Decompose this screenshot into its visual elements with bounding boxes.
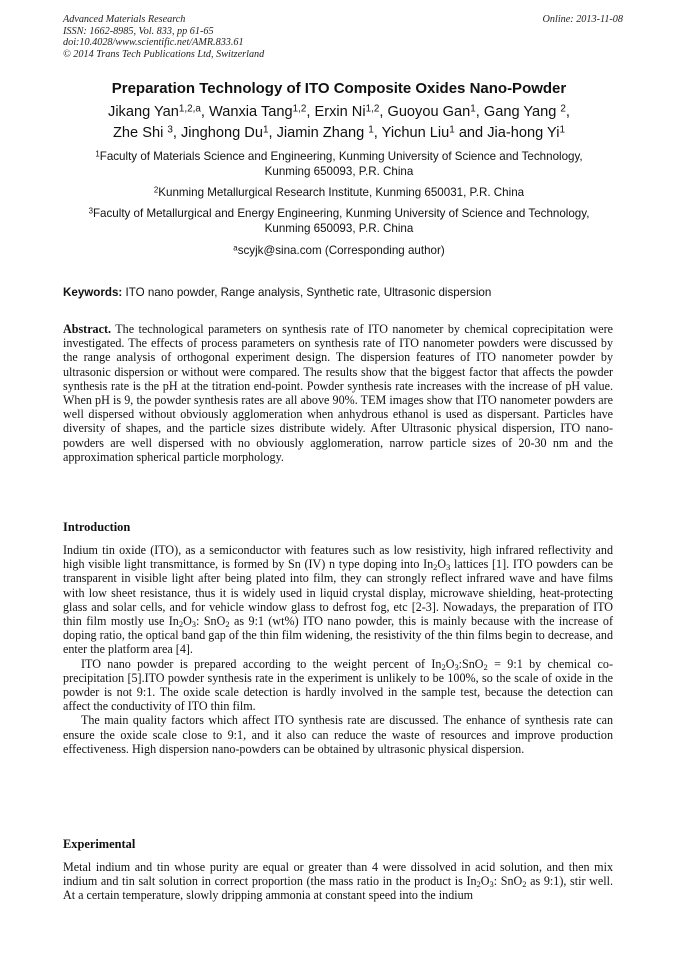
intro-paragraph-2: ITO nano powder is prepared according to the weight percent of $In_2O_3:SnO_2$ = 9:1 by chemical co-precipitation [5].ITO powder synthesis rate in the experiment is unlikely to be 100%, so the scale of oxide in the powder is not 9:1. The oxide scale detection is hardly involved in the sample test, because the detection can affect the conductivity of ITO thin film. — [63, 656, 613, 714]
affiliation-2-text: Kunming Metallurgical Research Institute, Kunming 650031, P.R. China — [158, 186, 525, 199]
author-affiliation-marker: 1 — [449, 124, 455, 136]
author-affiliation-marker: 1,2 — [365, 103, 380, 115]
author-name: Wanxia Tang — [209, 104, 293, 120]
author-separator: , — [172, 125, 181, 141]
author-affiliation-marker: 2 — [560, 103, 566, 115]
author-list — [30, 102, 648, 144]
affiliation-3-line-2: Kunming 650093, P.R. China — [264, 221, 414, 235]
author-affiliation-marker: 1,2,a — [178, 103, 201, 115]
journal-header — [63, 14, 623, 60]
author-separator: , — [200, 104, 210, 120]
affiliation-3 — [50, 207, 628, 236]
affiliation-1-marker: 1 — [95, 149, 100, 159]
keywords-label: Keywords: — [63, 286, 123, 299]
author-name: Gang Yang — [483, 104, 561, 120]
experimental-body — [63, 860, 613, 903]
copyright-line: © 2014 Trans Tech Publications Ltd, Switzerland — [63, 48, 265, 60]
author-affiliation-marker: 1 — [262, 124, 269, 136]
corresponding-email — [50, 244, 628, 259]
paper-title: Preparation Technology of ITO Composite Oxides Nano-Powder — [111, 80, 567, 97]
author-name: Jiamin Zhang — [276, 125, 369, 141]
keywords — [63, 286, 623, 299]
author-name: Zhe Shi — [113, 125, 168, 141]
author-separator: and — [454, 125, 488, 141]
journal-name: Advanced Materials Research — [63, 14, 186, 25]
intro-paragraph-1: Indium tin oxide (ITO), as a semiconductor with features such as low resistivity, high infrared reflectivity and high visible light transmittance, is formed by Sn (IV) n type doping into $In_2O_3$ lattices [1]. ITO powders can be transparent in visible light after being plated into film, they can strongly reflect infrared wave and have films with low sheet resistance, thus it is widely used in liquid crystal display, microwave shielding, heat-protecting glass and solar cells, and for vehicle window glass to defrost fog, etc [2-3]. Nowadays, the preparation of ITO thin film mostly use $In_2O_3$: SnO$_2$ as 9:1 (wt%) ITO nano powder, this is mainly because with the increase of doping ratio, the optical band gap of the thin film widening, the resistivity of the thin films begin to decrease, and enter the platform area [4]. — [63, 543, 614, 657]
email-marker: a — [233, 243, 238, 253]
author-line-1 — [30, 102, 648, 123]
intro-paragraph-3: The main quality factors which affect ITO synthesis rate are discussed. The enhance of synthesis rate can ensure the oxide scale close to 9:1, and it also can reduce the waste of resources and improve production effectiveness. High dispersion nano-powders can be obtained by ultrasonic physical dispersion. — [63, 713, 613, 756]
author-affiliation-marker: 3 — [167, 124, 173, 136]
author-separator: , — [373, 125, 382, 141]
author-name: Guoyou Gan — [387, 104, 471, 120]
author-separator: , — [379, 104, 388, 120]
abstract — [63, 322, 613, 464]
experimental-heading: Experimental — [63, 837, 136, 851]
affiliation-1-line-2: Kunming 650093, P.R. China — [264, 164, 414, 178]
affiliation-1-line-1: Faculty of Materials Science and Engineering, Kunming University of Science and Technology, — [99, 150, 583, 163]
affiliation-2 — [50, 186, 628, 201]
experimental-paragraph-1: Metal indium and tin whose purity are equal or greater than 4 were dissolved in acid solution, and then mix indium and tin salt solution in correct proportion (the mass ratio in the product is $In_2O_3$: SnO$_2$ as 9:1), stir well. At a certain temperature, slowly dripping ammonia at constant speed into the indium — [63, 860, 613, 903]
author-name: Jinghong Du — [181, 125, 263, 141]
author-separator: , — [565, 104, 570, 120]
author-name: Yichun Liu — [381, 125, 450, 141]
author-line-2 — [30, 123, 648, 144]
author-affiliation-marker: 1,2 — [292, 103, 307, 115]
author-name: Jia-hong Yi — [487, 125, 560, 141]
author-affiliation-marker: 1 — [368, 124, 374, 136]
email-text: scyjk@sina.com (Corresponding author) — [237, 244, 445, 257]
abstract-label: Abstract. — [63, 322, 112, 336]
author-separator: , — [268, 125, 277, 141]
author-affiliation-marker: 1 — [470, 103, 476, 115]
author-separator: , — [306, 104, 315, 120]
affiliation-3-marker: 3 — [88, 206, 93, 216]
author-affiliation-marker: 1 — [559, 124, 565, 136]
abstract-text: The technological parameters on synthesis rate of ITO nanometer by chemical coprecipitation were investigated. The effects of process parameters on synthesis rate of ITO nanometer powders were discussed by the range analysis of orthogonal experiment design. The dispersion features of ITO nanometer powder by ultrasonic dispersion or without were compared. The results show that the biggest factor that affects the powder synthesis rate is the pH at the titration end-point. Powder synthesis rate increases with the increase of pH value. When pH is 9, the powder synthesis rates are all above 90%. TEM images show that ITO nanometer powders are well dispersed without obviously agglomeration when anhydrous ethanol is used as dispersant. Particles have diversity of shapes, and the particle sizes distribute widely. After Ultrasonic physical dispersion, ITO nano-powders are well dispersed with no obviously agglomeration, narrow particle sizes of 20-30 nm and the approximation spherical particle morphology. — [63, 322, 613, 464]
author-name: Erxin Ni — [314, 104, 366, 120]
affiliation-2-marker: 2 — [153, 185, 159, 195]
author-separator: , — [475, 104, 484, 120]
introduction-body — [63, 543, 613, 756]
online-date: Online: 2013-11-08 — [542, 14, 623, 25]
affiliation-3-line-1: Faculty of Metallurgical and Energy Engineering, Kunming University of Science and Technology, — [92, 207, 590, 220]
introduction-heading: Introduction — [63, 520, 131, 534]
issn-line: ISSN: 1662-8985, Vol. 833, pp 61-65 — [63, 25, 214, 37]
keywords-text: ITO nano powder, Range analysis, Synthetic rate, Ultrasonic dispersion — [122, 286, 492, 299]
author-name: Jikang Yan — [108, 104, 179, 120]
affiliation-1 — [50, 150, 628, 179]
doi-line: doi:10.4028/www.scientific.net/AMR.833.61 — [63, 37, 244, 48]
